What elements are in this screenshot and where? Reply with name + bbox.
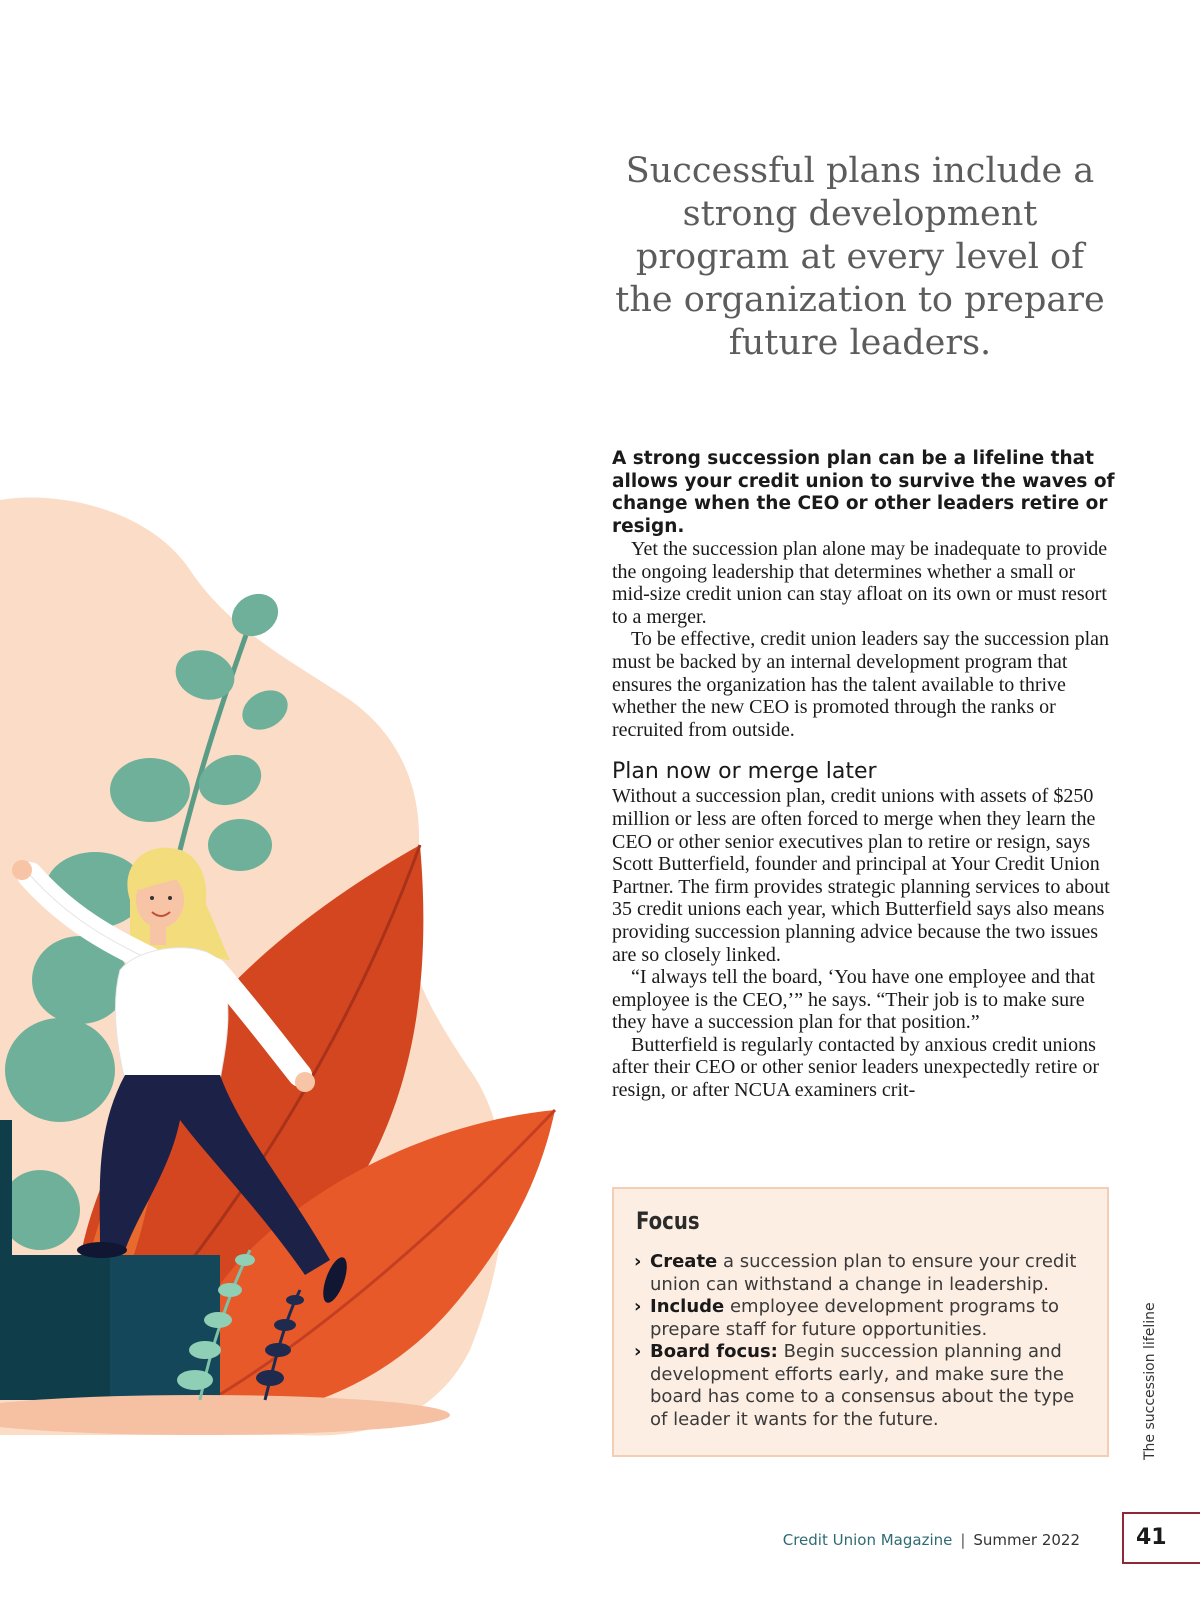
focus-list (636, 1251, 1087, 1431)
article-body (612, 538, 1112, 1102)
article-deck: A strong succession plan can be a lifeline that allows your credit union to survive the waves of change when the CEO or other leaders retire or resign. (612, 448, 1115, 537)
chevron-right-icon: › (634, 1296, 642, 1317)
body-paragraph: To be effective, credit union leaders say the succession plan must be backed by an internal development program that ensures the organization has the talent available to thrive whether the new CEO is promoted through the ranks or recruited from outside. (612, 628, 1110, 741)
focus-item (636, 1296, 1087, 1341)
focus-item-text: a succession plan to ensure your credit union can withstand a change in leadership. (650, 1251, 1077, 1295)
body-paragraph: Without a succession plan, credit unions with assets of $250 million or less are often forced to merge when they learn the CEO or other senior executives plan to retire or resign, says Scott Butterfield, founder and principal at Your Credit Union Partner. The firm provides strategic planning services to about 35 credit unions each year, which Butterfield says also means providing succession planning advice because the two issues are so closely linked. (612, 785, 1110, 966)
chevron-right-icon: › (634, 1341, 642, 1362)
footer-separator: | (960, 1531, 966, 1549)
focus-item-text: Begin succession planning and development efforts early, and make sure the board has come to a consensus about the type of leader it wants for the future. (650, 1341, 1075, 1430)
section-subhead: Plan now or merge later (612, 759, 877, 785)
chevron-right-icon: › (634, 1251, 642, 1272)
focus-item-bold: Create (650, 1251, 718, 1272)
body-paragraph: Yet the succession plan alone may be inadequate to provide the ongoing leadership that determines whether a small or mid-size credit union can stay afloat on its own or must resort to a merger. (612, 538, 1108, 628)
focus-item-bold: Board focus: (650, 1341, 778, 1362)
focus-item (636, 1251, 1087, 1296)
focus-item (636, 1341, 1087, 1431)
page-number: 41 (1122, 1512, 1200, 1564)
pull-quote: Successful plans include a strong development program at every level of the organization to prepare future leaders. (615, 151, 1105, 363)
focus-item-bold: Include (650, 1296, 725, 1317)
body-paragraph: Butterfield is regularly contacted by anxious credit unions after their CEO or other senior leaders unexpectedly retire or resign, or after NCUA examiners crit- (612, 1033, 1100, 1102)
focus-title: Focus (636, 1207, 700, 1235)
focus-item-text: employee development programs to prepare staff for future opportunities. (650, 1296, 1060, 1340)
section-side-label: The succession lifeline (1142, 1302, 1158, 1460)
magazine-name: Credit Union Magazine (782, 1531, 953, 1549)
focus-sidebar (612, 1187, 1109, 1457)
page-footer (783, 1531, 1080, 1549)
woman-with-plants-illustration (0, 490, 560, 1460)
issue-date: Summer 2022 (973, 1531, 1080, 1549)
body-paragraph: “I always tell the board, ‘You have one employee and that employee is the CEO,’” he says. “Their job is to make sure they have a succession plan for that position.” (612, 966, 1095, 1034)
